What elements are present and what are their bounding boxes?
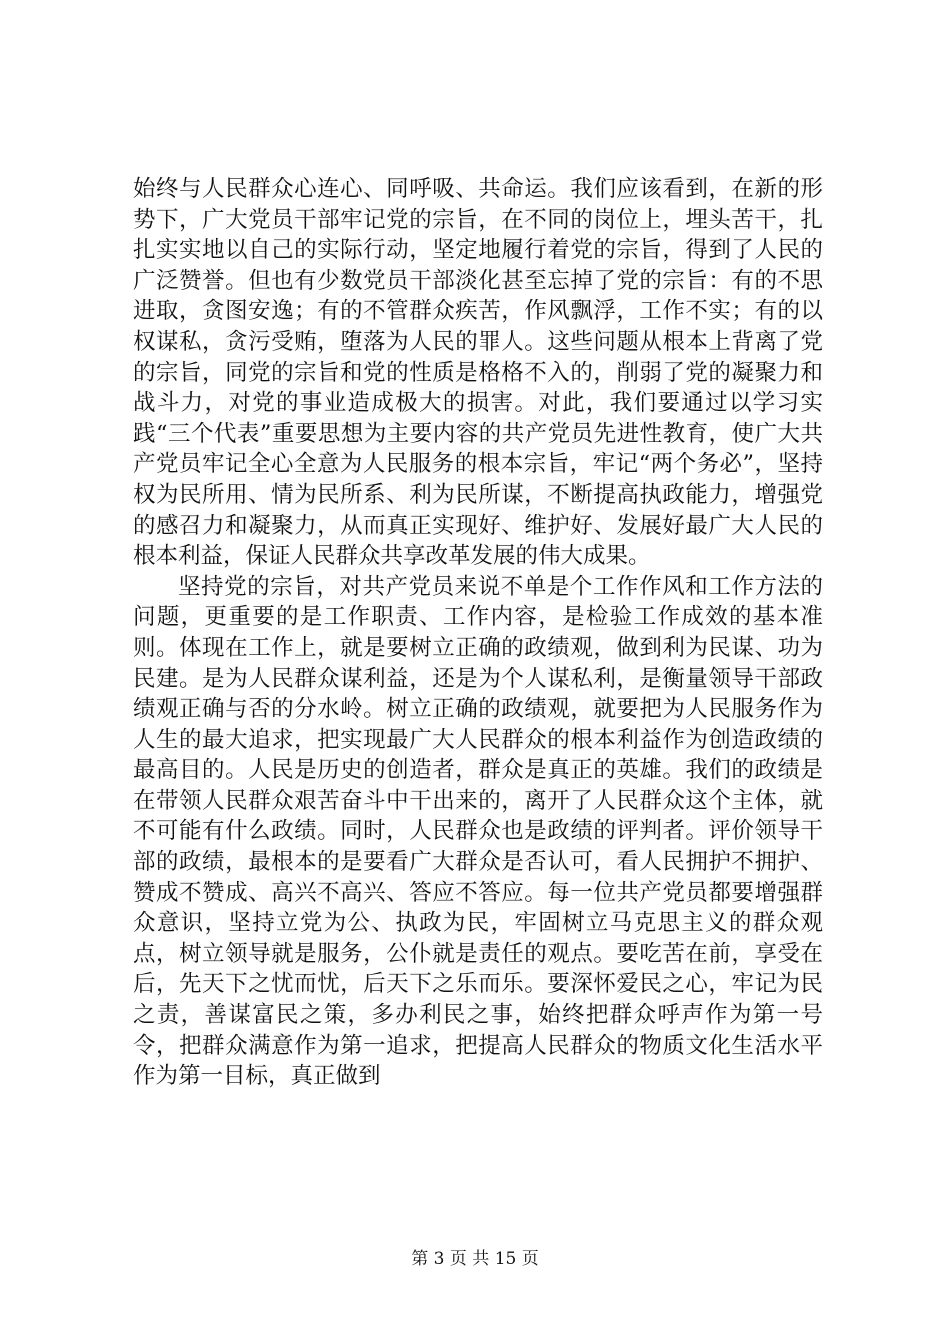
paragraph-1: 始终与人民群众心连心、同呼吸、共命运。我们应该看到，在新的形势下，广大党员干部牢记党的宗旨，在不同的岗位上，埋头苦干，扎扎实实地以自己的实际行动，坚定地履行着党的宗旨，得到了人民的广泛赞誉。但也有少数党员干部淡化甚至忘掉了党的宗旨：有的不思进取，贪图安逸；有的不管群众疾苦，作风飘浮，工作不实；有的以权谋私，贪污受贿，堕落为人民的罪人。这些问题从根本上背离了党的宗旨，同党的宗旨和党的性质是格格不入的，削弱了党的凝聚力和战斗力，对党的事业造成极大的损害。对此，我们要通过以学习实践“三个代表”重要思想为主要内容的共产党员先进性教育，使广大共产党员牢记全心全意为人民服务的根本宗旨，牢记“两个务必”，坚持权为民所用、情为民所系、利为民所谋，不断提高执政能力，增强党的感召力和凝聚力，从而真正实现好、维护好、发展好最广大人民的根本利益，保证人民群众共享改革发展的伟大成果。: [133, 176, 823, 570]
page-footer: 第 3 页 共 15 页: [411, 1249, 539, 1269]
body-text: [133, 174, 823, 1092]
paragraph-2: 坚持党的宗旨，对共产党员来说不单是个工作作风和工作方法的问题，更重要的是工作职责、工作内容，是检验工作成效的基本准则。体现在工作上，就是要树立正确的政绩观，做到利为民谋、功为民建。是为人民群众谋利益，还是为个人谋私利，是衡量领导干部政绩观正确与否的分水岭。树立正确的政绩观，就要把为人民服务作为人生的最大追求，把实现最广大人民群众的根本利益作为创造政绩的最高目的。人民是历史的创造者，群众是真正的英雄。我们的政绩是在带领人民群众艰苦奋斗中干出来的，离开了人民群众这个主体，就不可能有什么政绩。同时，人民群众也是政绩的评判者。评价领导干部的政绩，最根本的是要看广大群众是否认可，看人民拥护不拥护、赞成不赞成、高兴不高兴、答应不答应。每一位共产党员都要增强群众意识，坚持立党为公、执政为民，牢固树立马克思主义的群众观点，树立领导就是服务，公仆就是责任的观点。要吃苦在前，享受在后，先天下之忧而忧，后天下之乐而乐。要深怀爱民之心，牢记为民之责，善谋富民之策，多办利民之事，始终把群众呼声作为第一号令，把群众满意作为第一追求，把提高人民群众的物质文化生活水平作为第一目标，真正做到: [133, 573, 823, 1090]
